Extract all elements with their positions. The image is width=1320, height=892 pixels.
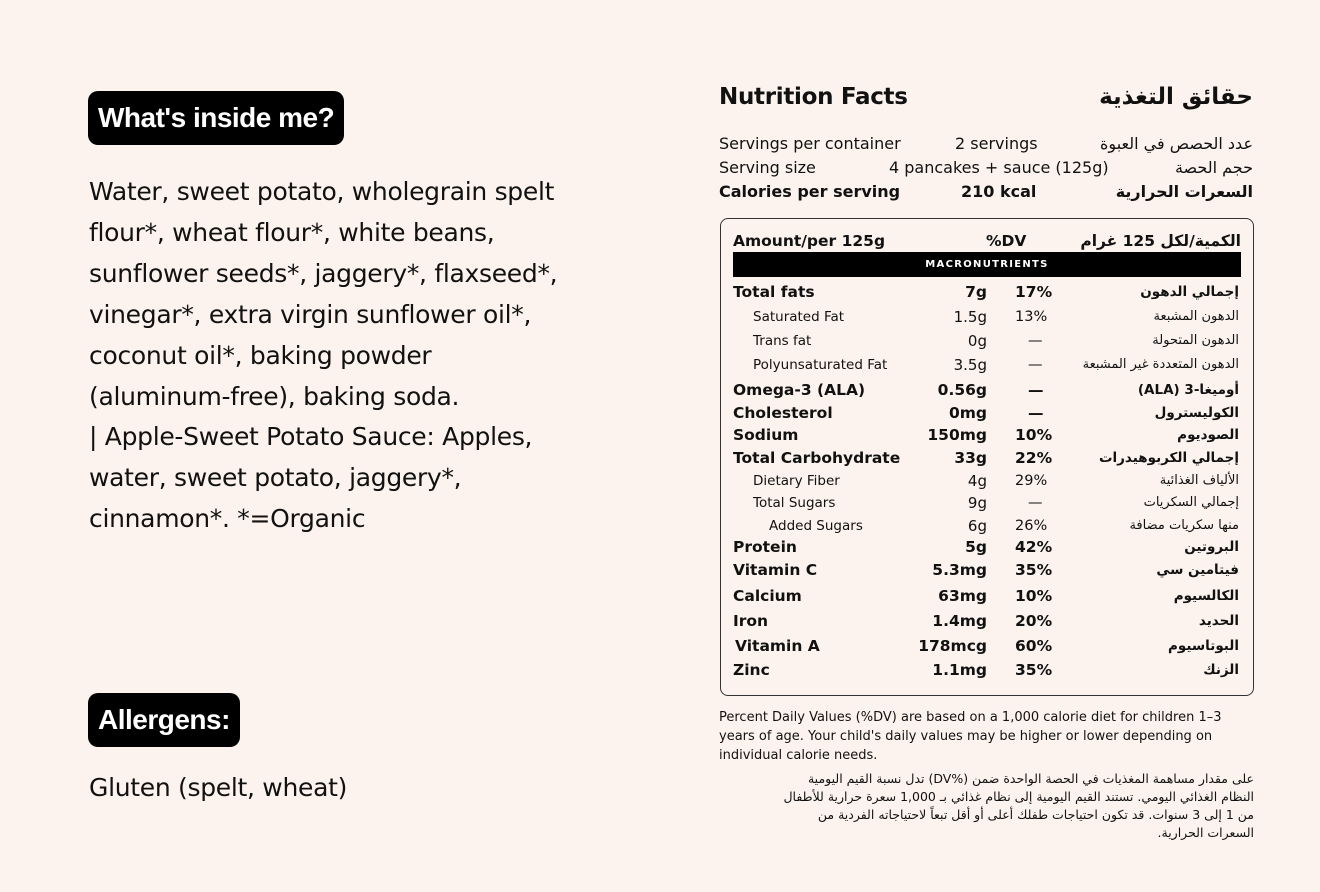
footnote-ar-line: النظام الغذائي اليومي. تستند القيم اليومية إلى نظام غذائي بـ 1,000 سعرة حرارية للأطفال — [783, 789, 1254, 804]
nutrient-name-ar: إجمالي الدهون — [1140, 284, 1239, 300]
amount-header: Amount/per 125g — [733, 232, 886, 250]
nutrient-dv: — — [1028, 357, 1043, 373]
nutrient-name: Zinc — [733, 661, 770, 679]
nutrient-amount: 3.5g — [953, 356, 987, 374]
nutrient-name-ar: الحديد — [1198, 613, 1239, 629]
nutrient-amount: 63mg — [938, 587, 987, 605]
nutrient-amount: 0mg — [948, 404, 987, 422]
nutrient-name-ar: إجمالي السكريات — [1143, 495, 1239, 510]
amount-header-ar: الكمية/لكل 125 غرام — [1080, 232, 1241, 250]
nutrient-amount: 9g — [967, 494, 987, 512]
footnote-ar — [720, 770, 1254, 842]
nutrient-dv: 29% — [1015, 473, 1048, 489]
ingredients-line: coconut oil*, baking powder — [89, 340, 432, 370]
ingredients-line: water, sweet potato, jaggery*, — [89, 463, 462, 493]
nutrient-dv: — — [1028, 495, 1043, 511]
servings-per-container-row — [719, 132, 1253, 156]
nutrient-name-ar: الدهون المتعددة غير المشبعة — [1082, 357, 1239, 372]
nutrient-name-ar: البروتين — [1184, 539, 1239, 555]
ingredients-line: vinegar*, extra virgin sunflower oil*, — [89, 299, 532, 329]
nutrient-dv: 60% — [1015, 637, 1053, 655]
nutrient-dv: 22% — [1015, 449, 1053, 467]
nutrient-amount: 1.4mg — [932, 612, 987, 630]
nutrient-amount: 5.3mg — [932, 561, 987, 579]
nutrient-name: Sodium — [733, 426, 799, 444]
nutrient-dv: 42% — [1015, 538, 1053, 556]
nutrient-name: Saturated Fat — [753, 309, 845, 325]
macronutrients-bar: MACRONUTRIENTS — [733, 252, 1241, 277]
nutrient-name-ar: الدهون المتحولة — [1152, 333, 1239, 348]
nutrient-dv: 35% — [1015, 661, 1053, 679]
calories-label-ar: السعرات الحرارية — [1115, 182, 1253, 201]
calories-row — [719, 180, 1253, 204]
nutrient-name: Protein — [733, 538, 797, 556]
nutrient-amount: 1.1mg — [932, 661, 987, 679]
nutrition-title-ar: حقائق التغذية — [1099, 84, 1253, 110]
table-row — [733, 354, 1241, 376]
calories-label: Calories per serving — [719, 182, 901, 201]
dv-header: %DV — [986, 232, 1027, 250]
nutrient-amount: 6g — [967, 517, 987, 535]
nutrient-name: Polyunsaturated Fat — [753, 357, 888, 373]
serving-size-value: 4 pancakes + sauce (125g) — [889, 158, 1109, 177]
table-row — [733, 330, 1241, 352]
table-row — [733, 515, 1241, 537]
nutrition-table — [720, 218, 1254, 696]
ingredients-list — [89, 172, 589, 540]
table-row — [733, 492, 1241, 514]
serving-size-row — [719, 156, 1253, 180]
nutrient-name-ar: الكالسيوم — [1173, 588, 1239, 604]
table-row — [733, 659, 1241, 681]
table-row — [733, 402, 1241, 424]
nutrient-name: Total fats — [733, 283, 815, 301]
nutrient-dv: — — [1028, 404, 1044, 422]
footnote-ar-line: السعرات الحرارية. — [1157, 825, 1254, 840]
table-row — [733, 610, 1241, 632]
servings-label-ar: عدد الحصص في العبوة — [1100, 134, 1253, 153]
table-row — [733, 470, 1241, 492]
footnote-ar-line: على مقدار مساهمة المغذيات في الحصة الواحدة ضمن (%DV) تدل نسبة القيم اليومية — [807, 771, 1254, 786]
nutrient-amount: 0g — [967, 332, 987, 350]
ingredients-line: (aluminum-free), baking soda. — [89, 381, 460, 411]
table-row — [733, 635, 1241, 657]
nutrient-name: Trans fat — [753, 333, 812, 349]
nutrient-dv: — — [1028, 381, 1044, 399]
allergens-text: Gluten (spelt, wheat) — [89, 773, 348, 802]
nutrient-name: Vitamin A — [735, 637, 820, 655]
nutrient-name-ar: الصوديوم — [1177, 427, 1239, 443]
footnote-en: Percent Daily Values (%DV) are based on a 1,000 calorie diet for children 1–3 years of age. Your child's daily values may be higher or lower depending on individual calorie needs. — [719, 710, 1222, 763]
table-row — [733, 447, 1241, 469]
nutrient-dv: 17% — [1015, 283, 1053, 301]
table-row — [733, 559, 1241, 581]
nutrient-dv: 10% — [1015, 587, 1053, 605]
footnote-ar-line: من 1 إلى 3 سنوات. قد تكون احتياجات طفلك أعلى أو أقل تبعاً لاحتياجاته الفردية من — [817, 807, 1254, 822]
servings-value: 2 servings — [955, 134, 1038, 153]
nutrient-dv: 10% — [1015, 426, 1053, 444]
nutrient-name: Total Carbohydrate — [733, 449, 901, 467]
nutrient-name: Cholesterol — [733, 404, 833, 422]
ingredients-line: flour*, wheat flour*, white beans, — [89, 217, 495, 247]
table-header — [733, 229, 1241, 253]
nutrient-name: Vitamin C — [733, 561, 818, 579]
nutrient-amount: 33g — [954, 449, 987, 467]
table-row — [733, 306, 1241, 328]
nutrient-amount: 178mcg — [918, 637, 987, 655]
nutrient-name: Omega-3 (ALA) — [733, 381, 866, 399]
nutrient-amount: 1.5g — [953, 308, 987, 326]
nutrient-name-ar: منها سكريات مضافة — [1129, 518, 1239, 533]
calories-value: 210 kcal — [961, 182, 1037, 201]
nutrient-dv: 20% — [1015, 612, 1053, 630]
table-row — [733, 536, 1241, 558]
nutrient-name: Added Sugars — [769, 518, 863, 534]
nutrient-name-ar: أوميغا-3 (ALA) — [1137, 382, 1239, 398]
allergens-heading: Allergens: — [88, 693, 240, 747]
ingredients-line: Water, sweet potato, wholegrain spelt — [89, 177, 555, 206]
nutrient-name-ar: الكوليسترول — [1154, 405, 1239, 421]
serving-size-label-ar: حجم الحصة — [1174, 158, 1253, 177]
table-row — [733, 585, 1241, 607]
nutrient-amount: 4g — [967, 472, 987, 490]
nutrient-name-ar: فيتامين سي — [1156, 562, 1239, 578]
table-row — [733, 424, 1241, 446]
nutrient-name-ar: الألياف الغذائية — [1159, 473, 1239, 488]
ingredients-line: sunflower seeds*, jaggery*, flaxseed*, — [89, 258, 558, 288]
nutrient-name-ar: البوتاسيوم — [1168, 638, 1239, 654]
nutrient-dv: 13% — [1015, 309, 1048, 325]
nutrient-name: Total Sugars — [753, 495, 836, 511]
ingredients-heading: What's inside me? — [88, 91, 344, 145]
nutrient-name: Dietary Fiber — [753, 473, 840, 489]
nutrition-title-en: Nutrition Facts — [719, 84, 908, 110]
serving-size-label: Serving size — [719, 158, 816, 177]
servings-label: Servings per container — [719, 134, 901, 153]
nutrient-dv: 35% — [1015, 561, 1053, 579]
nutrient-name-ar: الزنك — [1203, 662, 1239, 678]
ingredients-line: cinnamon*. *=Organic — [89, 504, 366, 534]
table-row — [733, 379, 1241, 401]
table-row — [733, 281, 1241, 303]
nutrient-dv: — — [1028, 333, 1043, 349]
ingredients-line: | Apple-Sweet Potato Sauce: Apples, — [89, 422, 533, 452]
nutrient-name-ar: الدهون المشبعة — [1153, 309, 1239, 324]
nutrient-amount: 7g — [965, 283, 987, 301]
nutrient-dv: 26% — [1015, 518, 1048, 534]
nutrient-name: Calcium — [733, 587, 802, 605]
nutrient-amount: 5g — [965, 538, 987, 556]
nutrient-amount: 0.56g — [937, 381, 987, 399]
nutrient-amount: 150mg — [927, 426, 987, 444]
nutrient-name-ar: إجمالي الكربوهيدرات — [1098, 450, 1239, 466]
nutrient-name: Iron — [733, 612, 769, 630]
